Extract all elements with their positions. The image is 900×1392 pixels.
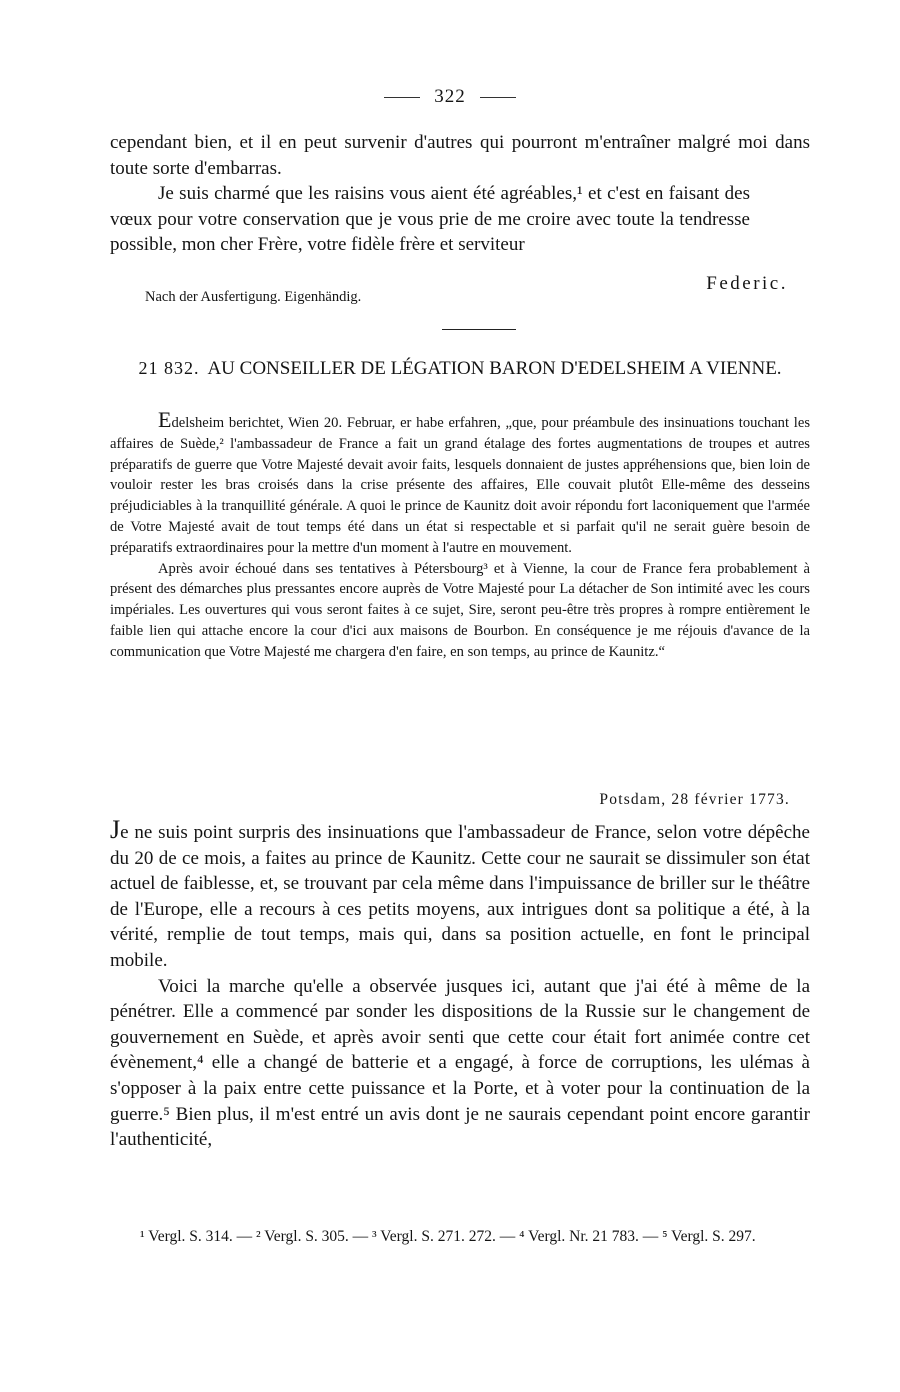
report-summary [110,407,810,663]
header-rule-left [384,97,420,98]
letter-paragraph-2: Voici la marche qu'elle a observée jusques ici, autant que j'ai été à même de la pénétrer. Elle a commencé par sonder les dispositions de la Russie sur le changement de gouvernement en Suède, et après avoir senti que cette cour était fort animée contre cet évènement,⁴ elle a changé de batterie et a engagé, à force de corruptions, les ulémas à s'opposer à la paix entre cette puissance et la Porte, et à voter pour la continuation de la guerre.⁵ Bien plus, il m'est entré un avis dont je ne saurais cependant point encore garantir l'authenticité, [110,975,810,1151]
closing-paragraph: Je suis charmé que les raisins vous aient été agréables,¹ et c'est en faisant des vœux pour votre conservation que je vous prie de me croire avec toute la tendresse possible, mon cher Frère, votre fidèle frère et serviteur [110,183,750,255]
letter-body [110,817,810,1153]
document-title: AU CONSEILLER DE LÉGATION BARON D'EDELSHEIM A VIENNE. [207,358,782,379]
document-number: 21 832. [138,358,200,378]
document-heading [110,356,810,381]
continued-letter [110,130,810,258]
summary-paragraph-2: Après avoir échoué dans ses tentatives à Pétersbourg³ et à Vienne, la cour de France fera probablement à présent des démarches plus pressantes encore auprès de Votre Majesté pour La détacher de Son intimité avec les cours impériales. Les ouvertures qui vous seront faites à ce sujet, Sire, seront peu-être très propres à rompre entièrement le faible lien qui attache encore la cour d'ici aux maisons de Bourbon. En conséquence je me réjouis d'avance de la communication que Votre Majesté me chargera d'en faire, en son temps, au prince de Kaunitz.“ [110,560,810,660]
letter-paragraph-1: Je ne suis point surpris des insinuations que l'ambassadeur de France, selon votre dépêche du 20 de ce mois, a faites au prince de Kaunitz. Cette cour ne saurait se dissimuler son état actuel de faiblesse, et, se trouvant par cela même dans l'impuissance de briller sur le théâtre de l'Europe, elle a recours à ces petits moyens, aux intrigues dont sa politique a été, à la vérité, remplie de tout temps, mais qui, dans sa position actuelle, en font le principal mobile. [110,815,810,971]
section-separator [442,329,516,330]
header-rule-right [480,97,516,98]
signature: Federic. [706,273,788,294]
dateline: Potsdam, 28 février 1773. [599,791,790,808]
page-number: 322 [434,86,466,107]
continued-paragraph: cependant bien, et il en peut survenir d'autres qui pourront m'entraîner malgré moi dans toute sorte d'embarras. [110,132,810,179]
page-header [0,86,900,108]
summary-paragraph-1: Edelsheim berichtet, Wien 20. Februar, er habe erfahren, „que, pour préambule des insinuations touchant les affaires de Suède,² l'ambassadeur de France a fait un grand étalage des fortes augmentations de troupes et autres préparatifs de guerre que Votre Majesté devait avoir faits, lesquels donnaient de justes appréhensions que, bien loin de vouloir rester les bras croisés dans la crise présente des affaires, Elle couvait plutôt Elle-même des desseins préjudiciables à la tranquillité générale. A quoi le prince de Kaunitz doit avoir répondu fort laconiquement que l'armée de Votre Majesté avait de tout temps été dans un état si respectable et si parfait qu'il ne serait guère besoin de préparatifs extraordinaires pour la mettre d'un moment à l'autre en mouvement. [110,407,810,556]
footnotes [110,1226,810,1248]
source-note: Nach der Ausfertigung. Eigenhändig. [145,289,362,305]
footnote-text: ¹ Vergl. S. 314. — ² Vergl. S. 305. — ³ Vergl. S. 271. 272. — ⁴ Vergl. Nr. 21 783. — ⁵ Vergl. S. 297. [140,1228,756,1245]
